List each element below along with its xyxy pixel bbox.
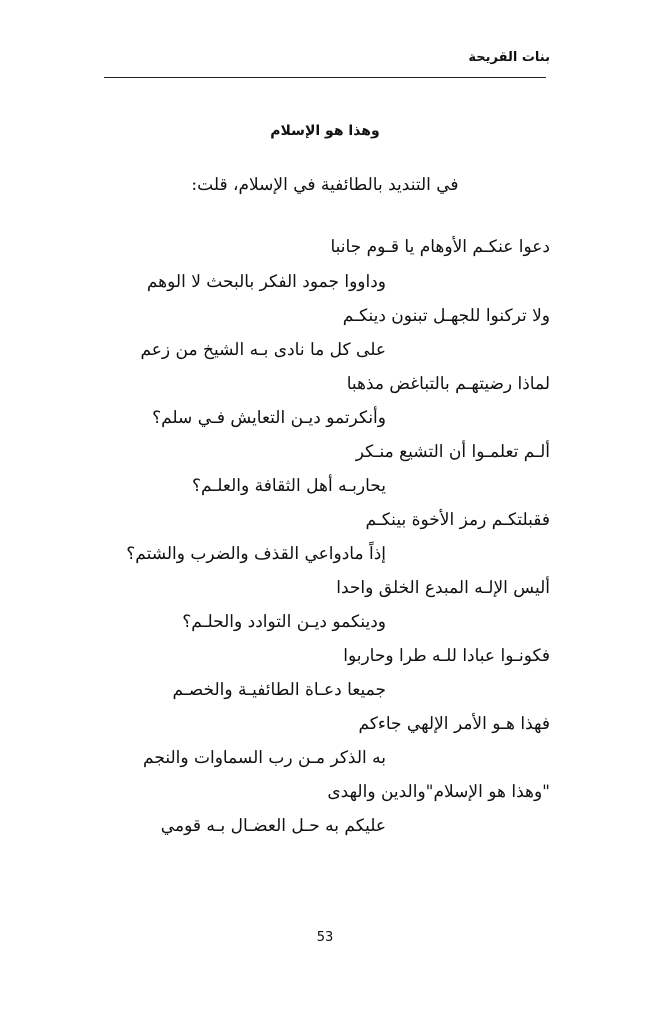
- section-title: وهذا هو الإسلام: [270, 123, 380, 139]
- section-intro: في التنديد بالطائفية في الإسلام، قلت:: [191, 175, 459, 195]
- verse-line: فكونـوا عبادا للـه طرا وحاربوا: [343, 646, 550, 666]
- verse-line: عليكم به حـل العضـال بـه قومي: [160, 816, 386, 836]
- verse-line: وأنكرتمو ديـن التعايش فـي سلم؟: [152, 408, 386, 428]
- verse-line: وداووا جمود الفكر بالبحث لا الوهم: [146, 272, 386, 292]
- verse-line: به الذكر مـن رب السماوات والنجم: [143, 748, 386, 768]
- verse-line: على كل ما نادى بـه الشيخ من زعم: [140, 340, 386, 360]
- verse-line: لماذا رضيتهـم بالتباغض مذهبا: [346, 374, 550, 394]
- verse-line: "وهذا هو الإسلام"والدين والهدى: [327, 782, 550, 802]
- verse-line: فقبلتكـم رمز الأخوة بينكـم: [365, 510, 550, 530]
- verse-line: أليس الإلـه المبدع الخلق واحدا: [336, 578, 550, 598]
- verse-line: دعوا عنكـم الأوهام يا قـوم جانبا: [330, 237, 550, 257]
- running-head: بنات القريحة: [468, 50, 550, 65]
- verse-line: يحاربـه أهل الثقافة والعلـم؟: [191, 476, 386, 496]
- verse-line: ولا تركنوا للجهـل تبنون دينكـم: [342, 306, 550, 326]
- verse-line: جميعا دعـاة الطائفيـة والخصـم: [172, 680, 386, 700]
- page-number: 53: [316, 930, 334, 945]
- verse-line: ألـم تعلمـوا أن التشيع منـكر: [355, 442, 550, 462]
- verse-line: ودينكمو ديـن التوادد والحلـم؟: [182, 612, 386, 632]
- verse-line: إذاً مادواعي القذف والضرب والشتم؟: [126, 544, 386, 564]
- verse-line: فهذا هـو الأمر الإلهي جاءكم: [358, 714, 550, 734]
